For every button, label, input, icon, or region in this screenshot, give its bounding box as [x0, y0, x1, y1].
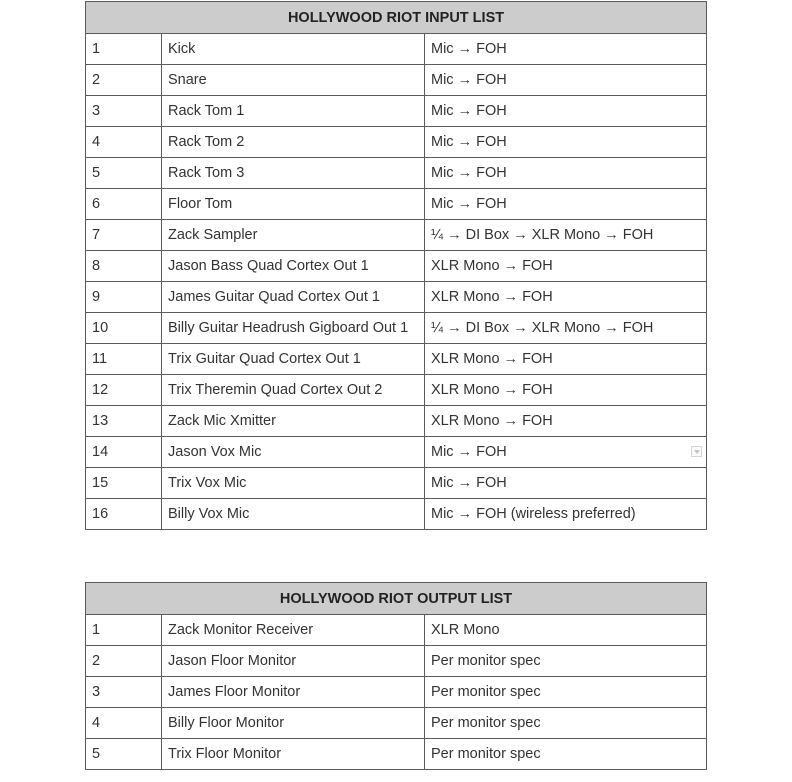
table-row	[86, 220, 707, 251]
routing-cell[interactable]: ¼ → DI Box → XLR Mono → FOH	[425, 313, 707, 344]
source-cell[interactable]: Zack Sampler	[162, 220, 425, 251]
output-number-cell[interactable]: 2	[86, 646, 162, 677]
routing-cell[interactable]: XLR Mono → FOH	[425, 375, 707, 406]
destination-cell[interactable]: Billy Floor Monitor	[162, 708, 425, 739]
spec-cell[interactable]: Per monitor spec	[425, 677, 707, 708]
output-number-cell[interactable]: 5	[86, 739, 162, 770]
channel-number-cell[interactable]: 1	[86, 34, 162, 65]
table-row	[86, 127, 707, 158]
destination-cell[interactable]: Trix Floor Monitor	[162, 739, 425, 770]
table-row	[86, 65, 707, 96]
channel-number-cell[interactable]: 4	[86, 127, 162, 158]
source-cell[interactable]: Rack Tom 3	[162, 158, 425, 189]
channel-number-cell[interactable]: 11	[86, 344, 162, 375]
spec-cell[interactable]: Per monitor spec	[425, 708, 707, 739]
source-cell[interactable]: Floor Tom	[162, 189, 425, 220]
routing-cell[interactable]: Mic → FOH	[425, 158, 707, 189]
source-cell[interactable]: Kick	[162, 34, 425, 65]
table-row	[86, 34, 707, 65]
table-row	[86, 646, 707, 677]
source-cell[interactable]: Jason Bass Quad Cortex Out 1	[162, 251, 425, 282]
source-cell[interactable]: Trix Guitar Quad Cortex Out 1	[162, 344, 425, 375]
channel-number-cell[interactable]: 7	[86, 220, 162, 251]
table-row	[86, 406, 707, 437]
routing-cell[interactable]: Mic → FOH	[425, 96, 707, 127]
spec-cell[interactable]: Per monitor spec	[425, 739, 707, 770]
channel-number-cell[interactable]: 16	[86, 499, 162, 530]
spec-cell[interactable]: Per monitor spec	[425, 646, 707, 677]
routing-cell[interactable]: Mic → FOH	[425, 34, 707, 65]
routing-cell[interactable]: Mic → FOH (wireless preferred)	[425, 499, 707, 530]
destination-cell[interactable]: Jason Floor Monitor	[162, 646, 425, 677]
output-list-table	[85, 582, 707, 770]
source-cell[interactable]: Rack Tom 1	[162, 96, 425, 127]
table-row	[86, 437, 707, 468]
table-row	[86, 468, 707, 499]
output-number-cell[interactable]: 4	[86, 708, 162, 739]
table-row	[86, 344, 707, 375]
table-row	[86, 251, 707, 282]
channel-number-cell[interactable]: 14	[86, 437, 162, 468]
channel-number-cell[interactable]: 2	[86, 65, 162, 96]
source-cell[interactable]: James Guitar Quad Cortex Out 1	[162, 282, 425, 313]
table-row	[86, 708, 707, 739]
source-cell[interactable]: Rack Tom 2	[162, 127, 425, 158]
channel-number-cell[interactable]: 12	[86, 375, 162, 406]
input-list-header-row	[86, 2, 707, 34]
routing-cell[interactable]: Mic → FOH	[425, 468, 707, 499]
routing-cell-text: Mic → FOH	[431, 444, 507, 460]
output-number-cell[interactable]: 1	[86, 615, 162, 646]
channel-number-cell[interactable]: 13	[86, 406, 162, 437]
destination-cell[interactable]: James Floor Monitor	[162, 677, 425, 708]
routing-cell[interactable]: XLR Mono → FOH	[425, 282, 707, 313]
table-row	[86, 375, 707, 406]
table-row	[86, 158, 707, 189]
routing-cell[interactable]: XLR Mono → FOH	[425, 406, 707, 437]
source-cell[interactable]: Trix Vox Mic	[162, 468, 425, 499]
spec-cell[interactable]: XLR Mono	[425, 615, 707, 646]
channel-number-cell[interactable]: 15	[86, 468, 162, 499]
channel-number-cell[interactable]: 6	[86, 189, 162, 220]
source-cell[interactable]: Jason Vox Mic	[162, 437, 425, 468]
input-list-table	[85, 1, 707, 530]
channel-number-cell[interactable]: 3	[86, 96, 162, 127]
table-row	[86, 499, 707, 530]
routing-cell[interactable]: Mic → FOH	[425, 189, 707, 220]
table-row	[86, 677, 707, 708]
routing-cell[interactable]: XLR Mono → FOH	[425, 344, 707, 375]
chevron-down-icon[interactable]	[691, 446, 702, 457]
channel-number-cell[interactable]: 5	[86, 158, 162, 189]
source-cell[interactable]: Billy Guitar Headrush Gigboard Out 1	[162, 313, 425, 344]
routing-cell[interactable]: Mic → FOH	[425, 65, 707, 96]
source-cell[interactable]: Billy Vox Mic	[162, 499, 425, 530]
routing-cell[interactable]: ¼ → DI Box → XLR Mono → FOH	[425, 220, 707, 251]
table-row	[86, 96, 707, 127]
channel-number-cell[interactable]: 8	[86, 251, 162, 282]
source-cell[interactable]: Zack Mic Xmitter	[162, 406, 425, 437]
output-list-header-row	[86, 583, 707, 615]
destination-cell[interactable]: Zack Monitor Receiver	[162, 615, 425, 646]
routing-cell[interactable]: XLR Mono → FOH	[425, 251, 707, 282]
channel-number-cell[interactable]: 10	[86, 313, 162, 344]
channel-number-cell[interactable]: 9	[86, 282, 162, 313]
routing-cell[interactable]: Mic → FOH	[425, 127, 707, 158]
input-list-title: HOLLYWOOD RIOT INPUT LIST	[86, 2, 707, 34]
table-row	[86, 313, 707, 344]
output-number-cell[interactable]: 3	[86, 677, 162, 708]
source-cell[interactable]: Trix Theremin Quad Cortex Out 2	[162, 375, 425, 406]
table-row	[86, 739, 707, 770]
table-row	[86, 615, 707, 646]
routing-cell[interactable]	[425, 437, 707, 468]
output-list-title: HOLLYWOOD RIOT OUTPUT LIST	[86, 583, 707, 615]
source-cell[interactable]: Snare	[162, 65, 425, 96]
table-row	[86, 282, 707, 313]
table-row	[86, 189, 707, 220]
